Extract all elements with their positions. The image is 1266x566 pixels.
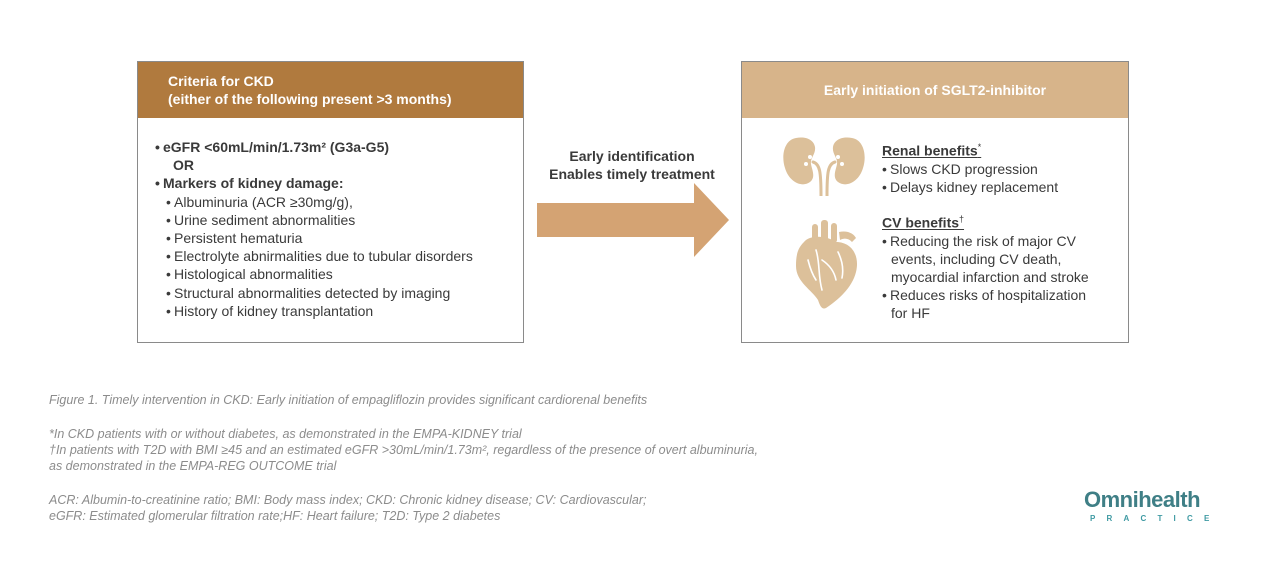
ckd-criteria-header (138, 62, 523, 118)
egfr-criterion: • eGFR <60mL/min/1.73m² (G3a-G5) (155, 139, 390, 155)
footnote-cv-cont: as demonstrated in the EMPA-REG OUTCOME trial (49, 459, 337, 473)
renal-benefits (882, 138, 1058, 196)
ckd-criteria-list (155, 138, 473, 320)
abbreviations: ACR: Albumin-to-creatinine ratio; BMI: Body mass index; CKD: Chronic kidney disease; CV: Cardiovascular; (49, 493, 647, 507)
figure-caption (49, 392, 758, 524)
marker-item: • Electrolyte abnirmalities due to tubular disorders (166, 248, 473, 265)
heart-icon (792, 220, 860, 310)
marker-item: • History of kidney transplantation (166, 302, 374, 319)
logo-tagline: PRACTICE (1090, 514, 1221, 523)
cv-benefits-title: CV benefits† (882, 214, 965, 231)
arrow-shape (537, 183, 729, 257)
cv-benefit-item-cont: events, including CV death, (891, 250, 1062, 267)
sglt2-header: Early initiation of SGLT2-inhibitor (742, 62, 1128, 118)
marker-item: • Urine sediment abnormalities (166, 211, 356, 228)
cv-benefit-item: • Reduces risks of hospitalization (882, 286, 1087, 303)
middle-caption (537, 147, 727, 183)
marker-item: • Structural abnormalities detected by imaging (166, 284, 451, 301)
cv-benefit-item-cont: for HF (891, 304, 930, 321)
marker-item: • Histological abnormalities (166, 266, 333, 283)
sglt2-benefits-panel (741, 61, 1129, 343)
ckd-criteria-panel (137, 61, 524, 343)
ckd-header-line2: (either of the following present >3 months) (168, 91, 452, 107)
middle-line2: Enables timely treatment (549, 166, 715, 182)
cv-benefit-item-cont: myocardial infarction and stroke (891, 268, 1089, 285)
cv-benefits (882, 210, 1089, 322)
middle-line1: Early identification (569, 148, 695, 164)
markers-title: • Markers of kidney damage: (155, 175, 344, 192)
figure-title: Figure 1. Timely intervention in CKD: Early initiation of empagliflozin provides significant cardiorenal benefits (49, 393, 648, 407)
right-arrow-icon (537, 183, 729, 257)
renal-benefits-title: Renal benefits* (882, 142, 982, 159)
ckd-header-line1: Criteria for CKD (168, 73, 274, 89)
footnote-cv: †In patients with T2D with BMI ≥45 and an estimated eGFR >30mL/min/1.73m², regardless of the presence of overt albuminuria, (49, 443, 758, 457)
omnihealth-logo (1084, 487, 1219, 525)
marker-item: • Albuminuria (ACR ≥30mg/g), (166, 193, 353, 210)
cv-benefit-item: • Reducing the risk of major CV (882, 232, 1076, 249)
renal-benefit-item: • Slows CKD progression (882, 160, 1038, 177)
or-label: OR (173, 157, 194, 174)
marker-item: • Persistent hematuria (166, 230, 303, 247)
abbreviations-cont: eGFR: Estimated glomerular filtration rate;HF: Heart failure; T2D: Type 2 diabetes (49, 509, 501, 523)
logo-wordmark: Omnihealth (1084, 487, 1201, 512)
kidney-icon (782, 134, 866, 196)
renal-benefit-item: • Delays kidney replacement (882, 178, 1059, 195)
footnote-renal: *In CKD patients with or without diabetes, as demonstrated in the EMPA-KIDNEY trial (49, 427, 522, 441)
